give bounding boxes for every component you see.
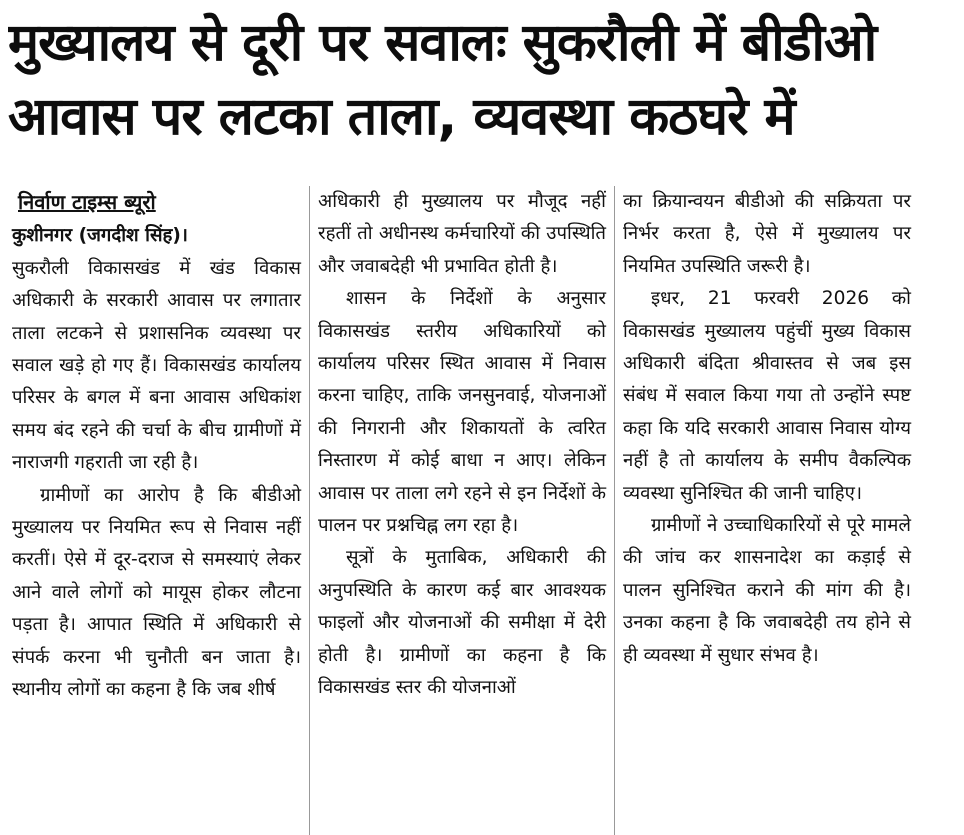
paragraph: शासन के निर्देशों के अनुसार विकासखंड स्तरीय अधिकारियों को कार्यालय परिसर स्थित आवास में निवास करना चाहिए, ताकि जनसुनवाई, योजनाओं की निगरानी और शिकायतों के त्वरित निस्तारण में कोई बाधा न आए। लेकिन आवास पर ताला लगे रहने से इन निर्देशों के पालन पर प्रश्नचिह्न लग रहा है।	[318, 288, 606, 537]
column-2	[309, 186, 614, 835]
byline: निर्वाण टाइम्स ब्यूरो	[18, 190, 156, 214]
column-3	[614, 186, 919, 835]
dateline: कुशीनगर (जगदीश सिंह)।	[12, 225, 188, 247]
headline-line-1: मुख्यालय से दूरी पर सवालः सुकरौली में बीडीओ	[8, 13, 877, 73]
headline	[8, 6, 956, 154]
paragraph: का क्रियान्वयन बीडीओ की सक्रियता पर निर्भर करता है, ऐसे में मुख्यालय पर नियमित उपस्थिति जरूरी है।	[623, 191, 911, 277]
paragraph: सूत्रों के मुताबिक, अधिकारी की अनुपस्थिति के कारण कई बार आवश्यक फाइलों और योजनाओं की समीक्षा में देरी होती है। ग्रामीणों का कहना है कि विकासखंड स्तर की योजनाओं	[318, 547, 606, 699]
paragraph: इधर, 21 फरवरी 2026 को विकासखंड मुख्यालय पहुंचीं मुख्य विकास अधिकारी बंदिता श्रीवास्तव से जब इस संबंध में सवाल किया गया तो उन्होंने स्पष्ट कहा कि यदि सरकारी आवास निवास योग्य नहीं है तो कार्यालय के समीप वैकल्पिक व्यवस्था सुनिश्चित की जानी चाहिए।	[623, 288, 911, 504]
paragraph: सुकरौली विकासखंड में खंड विकास अधिकारी के सरकारी आवास पर लगातार ताला लटकने से प्रशासनिक व्यवस्था पर सवाल खड़े हो गए हैं। विकासखंड कार्यालय परिसर के बगल में बना आवास अधिकांश समय बंद रहने की चर्चा के बीच ग्रामीणों में नाराजगी गहराती जा रही है।	[12, 257, 301, 474]
column-1	[4, 186, 309, 835]
paragraph: ग्रामीणों ने उच्चाधिकारियों से पूरे मामले की जांच कर शासनादेश का कड़ाई से पालन सुनिश्चित कराने की मांग की है। उनका कहना है कि जवाबदेही तय होने से ही व्यवस्था में सुधार संभव है।	[623, 515, 911, 666]
paragraph: अधिकारी ही मुख्यालय पर मौजूद नहीं रहतीं तो अधीनस्थ कर्मचारियों की उपस्थिति और जवाबदेही भी प्रभावित होती है।	[318, 191, 606, 277]
paragraph: ग्रामीणों का आरोप है कि बीडीओ मुख्यालय पर नियमित रूप से निवास नहीं करतीं। ऐसे में दूर-दराज से समस्याएं लेकर आने वाले लोगों को मायूस होकर लौटना पड़ता है। आपात स्थिति में अधिकारी से संपर्क करना भी चुनौती बन जाता है। स्थानीय लोगों का कहना है कि जब शीर्ष	[12, 484, 301, 701]
article-body	[4, 186, 960, 835]
headline-line-2: आवास पर लटका ताला, व्यवस्था कठघरे में	[8, 87, 795, 147]
